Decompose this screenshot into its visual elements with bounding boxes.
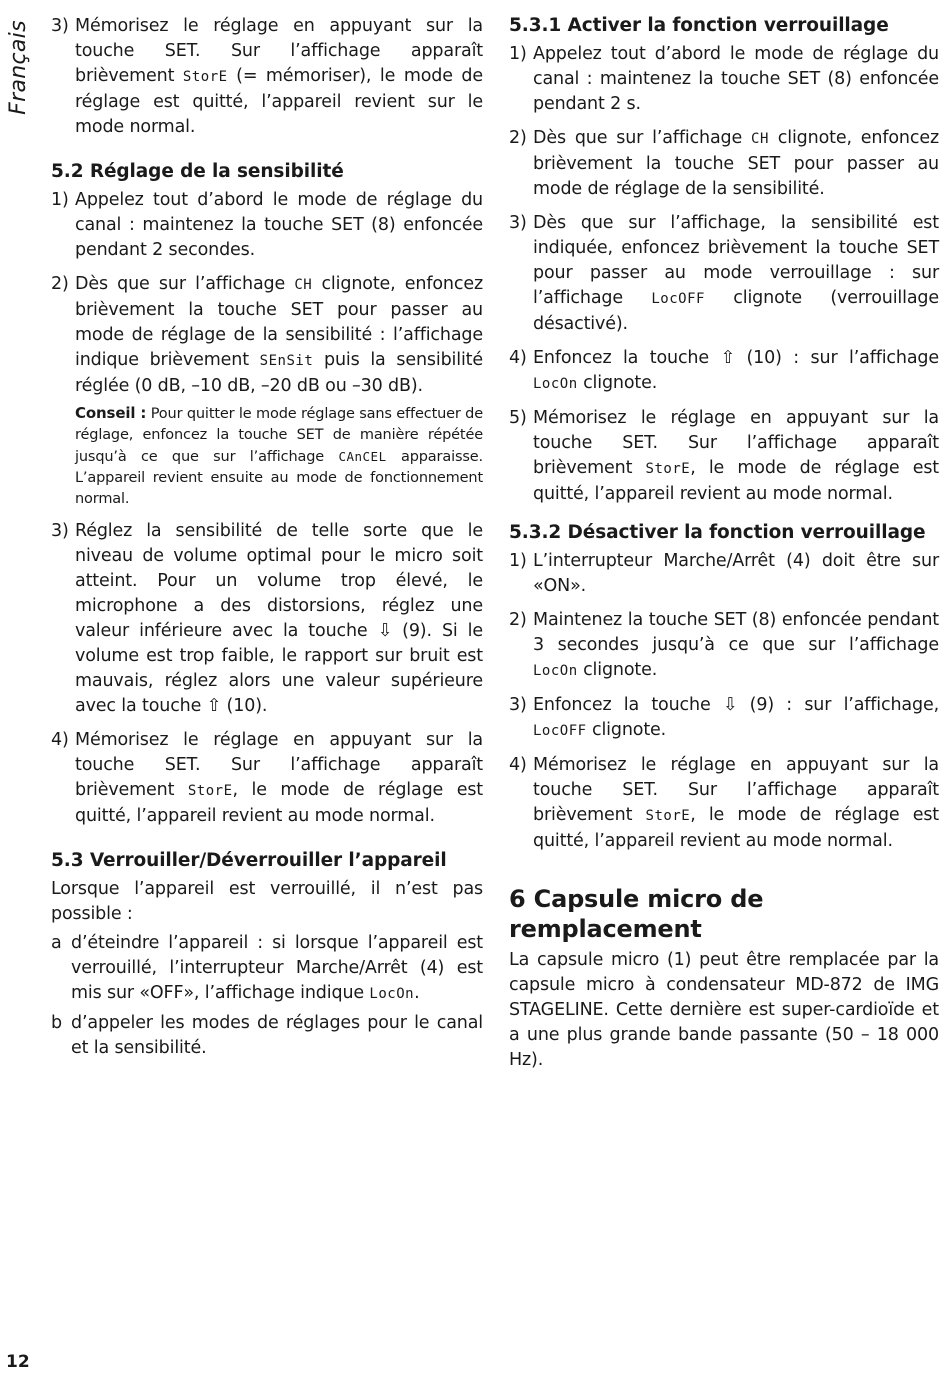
item-number: 1) — [51, 190, 69, 210]
item-number: 3) — [51, 521, 69, 541]
chapter-heading-6: 6 Capsule micro de remplacement — [509, 885, 764, 943]
list-item — [509, 693, 939, 744]
lcd-store: StorE — [187, 783, 233, 799]
lcd-sensit: SEnSit — [259, 353, 314, 369]
item-text: Réglez la sensibilité de telle sorte que le niveau de volume optimal pour le micro soit atteint. Pour un volume trop élevé, le microphone a des distorsions, réglez une valeur inférieure avec la touche ⇩ (9). Si le volume est trop faible, le rapport sur bruit est mauvais, réglez alors une valeur supérieure avec la touche ⇧ (10). — [75, 521, 483, 716]
section-heading-5-3: 5.3 Verrouiller/Déverrouiller l’appareil — [51, 850, 447, 871]
item-text: Enfoncez la touche ⇩ (9) : sur l’affichage, LocOFF clignote. — [533, 695, 939, 740]
lcd-locoff: LocOFF — [533, 723, 587, 739]
list-item — [51, 519, 483, 719]
item-number: 1) — [509, 44, 527, 64]
item-number: 4) — [509, 755, 527, 775]
list-item — [509, 608, 939, 684]
lcd-store: StorE — [645, 461, 691, 477]
item-text: Dès que sur l’affichage CH clignote, enfoncez brièvement la touche SET pour passer au mode de réglage de la sensibilité : l’affichage indique brièvement SEnSit puis la sensibilité réglée (0 dB, –10 dB, –20 dB ou –30 dB). — [75, 274, 483, 396]
item-text: d’appeler les modes de réglages pour le canal et la sensibilité. — [71, 1013, 483, 1058]
item-letter: a — [51, 933, 62, 953]
list-item — [509, 42, 939, 117]
item-text: Appelez tout d’abord le mode de réglage du canal : maintenez la touche SET (8) enfoncée pendant 2 s. — [533, 44, 939, 114]
item-text: Appelez tout d’abord le mode de réglage du canal : maintenez la touche SET (8) enfoncée pendant 2 secondes. — [75, 190, 483, 260]
list-item — [509, 346, 939, 397]
section-heading-5-2: 5.2 Réglage de la sensibilité — [51, 161, 344, 182]
item-number: 5) — [509, 408, 527, 428]
item-text: Maintenez la touche SET (8) enfoncée pendant 3 secondes jusqu’à ce que sur l’affichage LocOn clignote. — [533, 610, 939, 680]
item-number: 2) — [51, 274, 69, 294]
lcd-locon: LocOn — [369, 986, 415, 1002]
lcd-locon: LocOn — [533, 663, 578, 679]
item-text: Mémorisez le réglage en appuyant sur la touche SET. Sur l’affichage apparaît brièvement StorE, le mode de réglage est quitté, l’appareil revient au mode normal. — [75, 730, 483, 826]
lcd-ch: CH — [294, 277, 313, 293]
lcd-ch: CH — [751, 131, 769, 147]
item-text: Mémorisez le réglage en appuyant sur la touche SET. Sur l’affichage apparaît brièvement StorE, le mode de réglage est quitté, l’appareil revient au mode normal. — [533, 408, 940, 504]
lcd-store: StorE — [645, 808, 691, 824]
list-item — [51, 1011, 483, 1061]
language-tab — [2, 12, 34, 122]
list-item — [509, 211, 939, 337]
lcd-locon: LocOn — [533, 376, 578, 392]
item-number: 3) — [51, 16, 69, 36]
item-number: 1) — [509, 551, 527, 571]
item-text: Enfoncez la touche ⇧ (10) : sur l’affichage LocOn clignote. — [533, 348, 939, 393]
item-number: 2) — [509, 610, 527, 630]
section-heading-5-3-2: 5.3.2 Désactiver la fonction verrouillage — [509, 522, 926, 543]
item-text: Dès que sur l’affichage, la sensibilité est indiquée, enfoncez brièvement la touche SET pour passer au mode verrouillage : sur l’affichage LocOFF clignote (verrouillage désactivé). — [533, 213, 939, 334]
list-item — [51, 728, 483, 829]
list-item — [509, 549, 939, 599]
section-heading-5-3-1: 5.3.1 Activer la fonction verrouillage — [509, 15, 889, 36]
item-text: Mémorisez le réglage en appuyant sur la touche SET. Sur l’affichage apparaît brièvement StorE, le mode de réglage est quitté, l’appareil revient au mode normal. — [533, 755, 940, 851]
chapter-text: La capsule micro (1) peut être remplacée par la capsule micro à condensateur MD-872 de IMG STAGELINE. Cette dernière est super-cardioïde et a une plus grande bande passante (50 – 18 000 Hz). — [509, 950, 939, 1070]
item-text: L’interrupteur Marche/Arrêt (4) doit être sur «ON». — [533, 551, 939, 596]
section-intro: Lorsque l’appareil est verrouillé, il n’est pas possible : — [51, 879, 483, 924]
item-number: 4) — [51, 730, 69, 750]
tip-note: Conseil : Pour quitter le mode réglage sans effectuer de réglage, enfoncez la touche SET de manière répétée jusqu’à ce que sur l’affichage CAnCEL apparaisse. L’appareil revient ensuite au mode de fonctionnement normal. — [75, 404, 484, 507]
lcd-store: StorE — [182, 69, 228, 85]
list-item — [509, 126, 939, 202]
item-text: d’éteindre l’appareil : si lorsque l’appareil est verrouillé, l’interrupteur Marche/Arrêt (4) est mis sur «OFF», l’affichage indique LocOn. — [71, 933, 483, 1003]
item-number: 4) — [509, 348, 527, 368]
item-number: 2) — [509, 128, 527, 148]
list-item — [51, 188, 483, 263]
lcd-cancel: CAnCEL — [338, 449, 387, 464]
item-letter: b — [51, 1013, 62, 1033]
list-item — [51, 14, 483, 140]
list-item — [51, 272, 483, 399]
item-text: Dès que sur l’affichage CH clignote, enfoncez brièvement la touche SET pour passer au mode de réglage de la sensibilité. — [533, 128, 939, 199]
left-column — [51, 14, 483, 1061]
language-label: Français — [5, 19, 31, 115]
item-number: 3) — [509, 213, 527, 233]
item-text: Mémorisez le réglage en appuyant sur la touche SET. Sur l’affichage apparaît brièvement StorE (= mémoriser), le mode de réglage est quitté, l’appareil revient sur le mode normal. — [75, 16, 484, 137]
right-column — [509, 14, 939, 1073]
item-number: 3) — [509, 695, 527, 715]
list-item — [51, 931, 483, 1007]
list-item — [509, 753, 939, 854]
tip-label: Conseil : — [75, 404, 147, 422]
list-item — [509, 406, 939, 507]
page-number: 12 — [6, 1352, 30, 1372]
lcd-locoff: LocOFF — [651, 291, 705, 307]
